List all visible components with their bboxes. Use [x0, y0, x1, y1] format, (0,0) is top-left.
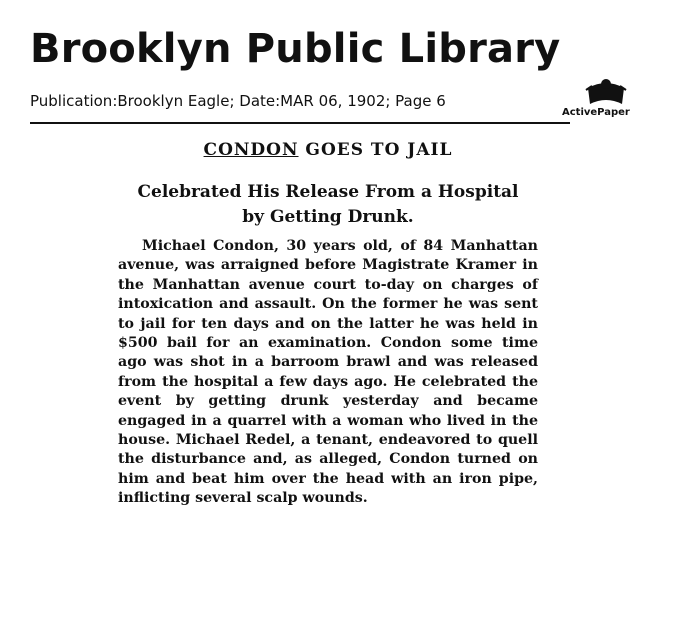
headline-first-word: CONDON — [203, 140, 299, 160]
headline-rest: GOES TO JAIL — [298, 140, 453, 160]
article-headline — [118, 140, 538, 160]
article — [118, 128, 538, 509]
subhead-line-1: Celebrated His Release From a Hospital — [137, 182, 519, 202]
subhead-line-2: by Getting Drunk. — [242, 207, 414, 227]
activepaper-book-icon — [584, 76, 628, 108]
article-body: Michael Condon, 30 years old, of 84 Manhattan avenue, was arraigned before Magistrate Kramer in the Manhattan avenue court to-day on charges of intoxication and assault. On the former he was sent to jail for ten days and on the latter he was held in $500 bail for an examination. Condon some time ago was shot in a barroom brawl and was released from the hospital a few days ago. He celebrated the event by getting drunk yesterday and became engaged in a quarrel with a woman who lived in the house. Michael Redel, a tenant, endeavored to quell the disturbance and, as alleged, Condon turned on him and beat him over the head with an iron pipe, inflicting several scalp wounds. — [118, 238, 538, 507]
library-title: Brooklyn Public Library — [30, 26, 561, 72]
header-divider — [30, 122, 570, 124]
page-header — [0, 0, 691, 130]
activepaper-wordmark: ActivePaper — [562, 107, 630, 118]
publication-line: Publication:Brooklyn Eagle; Date:MAR 06, 1902; Page 6 — [30, 92, 446, 110]
activepaper-logo — [562, 76, 662, 124]
article-subheadline — [118, 180, 538, 230]
